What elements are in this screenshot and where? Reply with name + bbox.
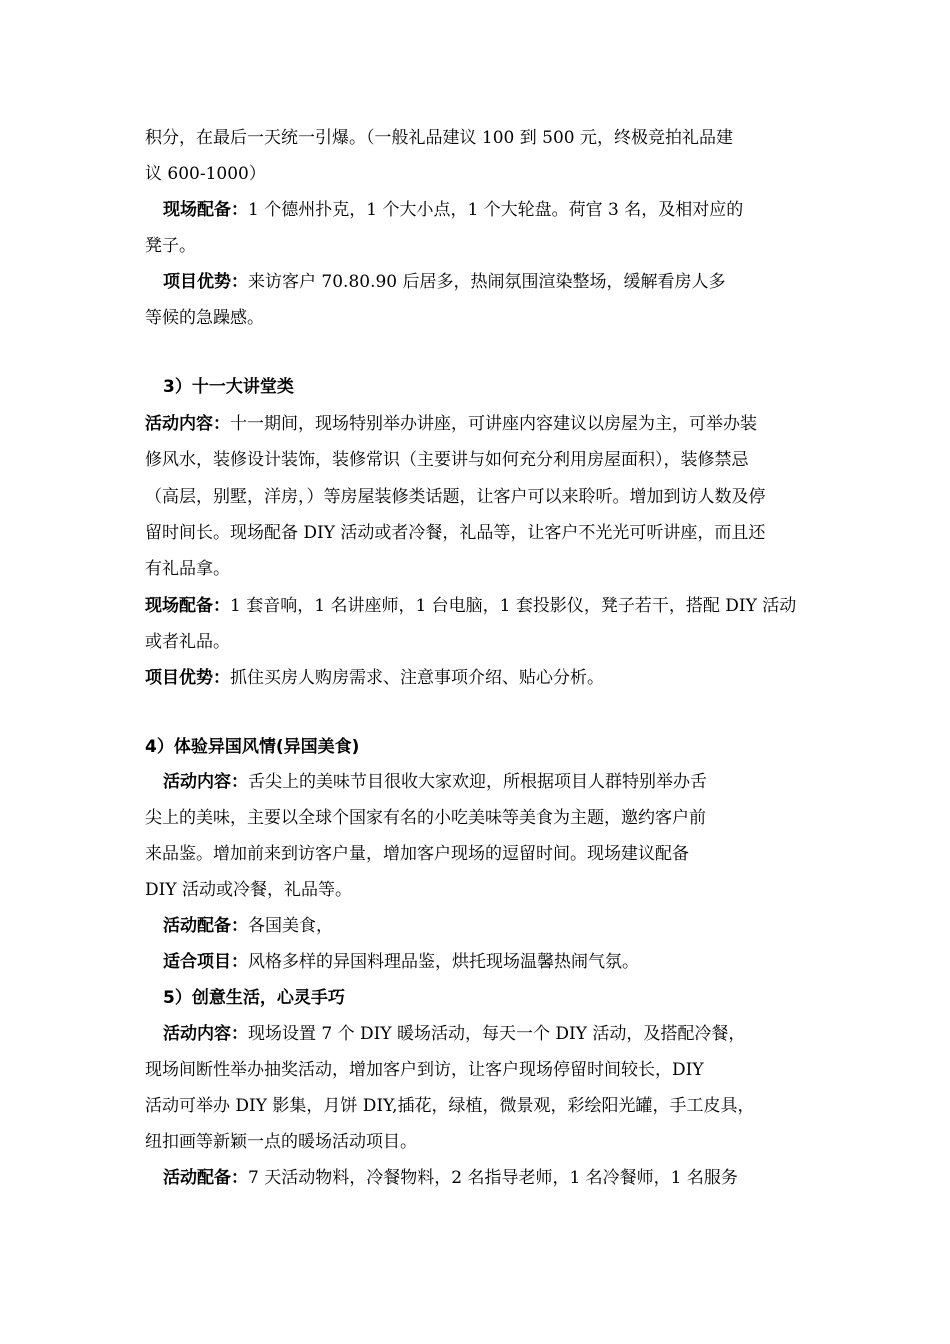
s2-equipment-line-1 xyxy=(163,198,743,222)
s3-advantage-text: 抓住买房人购房需求、注意事项介绍、贴心分析。 xyxy=(230,668,604,688)
s3-content-label: 活动内容： xyxy=(145,414,230,434)
s4-content-line-3: 来品鉴。增加前来到访客户量，增加客户现场的逗留时间。现场建议配备 xyxy=(145,844,689,864)
s3-content-line-2: 修风水，装修设计装饰，装修常识（主要讲与如何充分利用房屋面积），装修禁忌 xyxy=(145,450,749,470)
s4-equipment-line xyxy=(163,914,333,938)
s2-equipment-text: 1 个德州扑克，1 个大小点，1 个大轮盘。荷官 3 名，及相对应的 xyxy=(248,200,744,220)
s3-advantage-label: 项目优势： xyxy=(145,668,230,688)
s3-equipment-label: 现场配备： xyxy=(145,596,230,616)
s3-equipment-line-2: 或者礼品。 xyxy=(145,632,230,652)
s3-content-text: 十一期间，现场特别举办讲座，可讲座内容建议以房屋为主，可举办装 xyxy=(230,414,757,434)
s4-heading: 4）体验异国风情(异国美食) xyxy=(145,737,360,757)
s2-paragraph-line-2: 议 600-1000） xyxy=(145,164,266,184)
s3-content-line-5: 有礼品拿。 xyxy=(145,559,230,579)
s2-equipment-label: 现场配备： xyxy=(163,200,248,220)
s5-equipment-label: 活动配备： xyxy=(163,1168,248,1188)
s2-paragraph-line-1: 积分，在最后一天统一引爆。（一般礼品建议 100 到 500 元，终极竞拍礼品建 xyxy=(145,128,734,148)
s5-content-text: 现场设置 7 个 DIY 暖场活动，每天一个 DIY 活动，及搭配冷餐， xyxy=(248,1024,746,1044)
s3-heading: 3）十一大讲堂类 xyxy=(163,377,294,397)
s2-advantage-text: 来访客户 70.80.90 后居多，热闹氛围渲染整场，缓解看房人多 xyxy=(248,272,726,292)
s5-content-line-1 xyxy=(163,1022,745,1046)
s5-equipment-text: 7 天活动物料，冷餐物料，2 名指导老师，1 名冷餐师，1 名服务 xyxy=(248,1168,738,1188)
s4-equipment-text: 各国美食， xyxy=(248,916,333,936)
s3-content-line-4: 留时间长。现场配备 DIY 活动或者冷餐，礼品等，让客户不光光可听讲座，而且还 xyxy=(145,523,766,543)
s3-content-line-3: （高层，别墅，洋房，）等房屋装修类话题，让客户可以来聆听。增加到访人数及停 xyxy=(145,487,766,507)
s5-heading: 5）创意生活，心灵手巧 xyxy=(163,988,345,1008)
s5-equipment-line-1 xyxy=(163,1166,738,1190)
s5-content-line-2: 现场间断性举办抽奖活动，增加客户到访，让客户现场停留时间较长，DIY xyxy=(145,1060,704,1080)
s2-advantage-line-1 xyxy=(163,270,726,294)
s3-advantage-line xyxy=(145,666,604,690)
s4-content-line-4: DIY 活动或冷餐，礼品等。 xyxy=(145,880,352,900)
s4-content-line-2: 尖上的美味，主要以全球个国家有名的小吃美味等美食为主题，邀约客户前 xyxy=(145,808,706,828)
s3-equipment-text: 1 套音响，1 名讲座师，1 台电脑，1 套投影仪，凳子若干，搭配 DIY 活动 xyxy=(230,596,797,616)
s5-content-line-3: 活动可举办 DIY 影集，月饼 DIY,插花，绿植，微景观，彩绘阳光罐，手工皮具， xyxy=(145,1096,755,1116)
s2-advantage-label: 项目优势： xyxy=(163,272,248,292)
s4-fit-line xyxy=(163,950,639,974)
s4-fit-label: 适合项目： xyxy=(163,952,248,972)
s5-content-line-4: 纽扣画等新颖一点的暖场活动项目。 xyxy=(145,1132,417,1152)
s3-equipment-line-1 xyxy=(145,594,796,618)
s2-equipment-line-2: 凳子。 xyxy=(145,236,196,256)
s4-content-text: 舌尖上的美味节目很收大家欢迎，所根据项目人群特别举办舌 xyxy=(248,772,707,792)
s4-content-label: 活动内容： xyxy=(163,772,248,792)
s4-content-line-1 xyxy=(163,770,707,794)
s4-equipment-label: 活动配备： xyxy=(163,916,248,936)
s2-advantage-line-2: 等候的急躁感。 xyxy=(145,308,264,328)
s4-fit-text: 风格多样的异国料理品鉴，烘托现场温馨热闹气氛。 xyxy=(248,952,639,972)
s5-content-label: 活动内容： xyxy=(163,1024,248,1044)
s3-content-line-1 xyxy=(145,412,757,436)
